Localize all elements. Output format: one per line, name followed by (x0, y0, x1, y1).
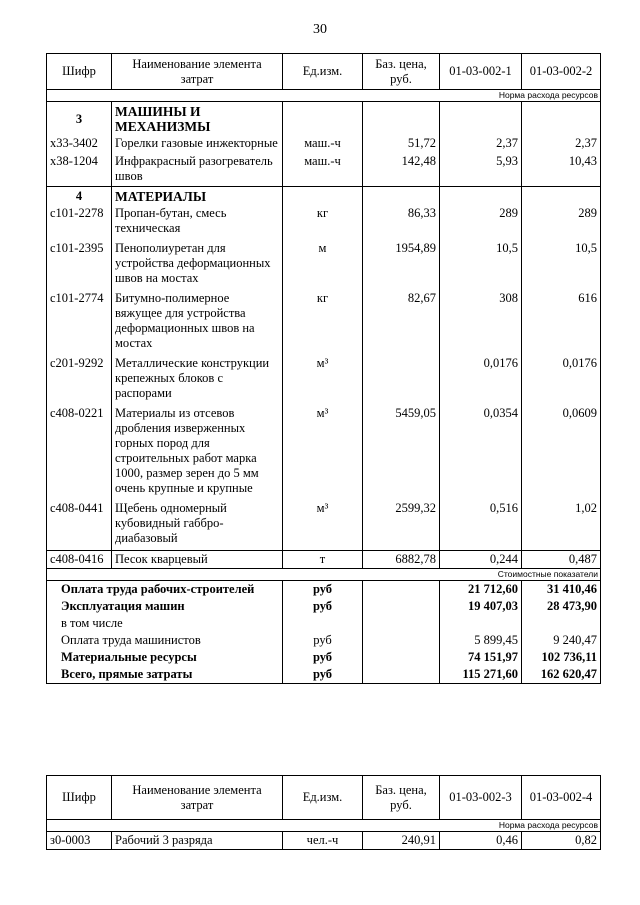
note-row (47, 820, 601, 832)
row-unit: маш.-ч (283, 135, 363, 153)
row-name: Щебень одномерный кубовидный габбро-диабазовый (112, 500, 283, 551)
header-col2: 01-03-002-4 (522, 776, 601, 820)
row-unit: т (283, 551, 363, 569)
row-value-col2: 0,0609 (522, 405, 601, 500)
row-code: х38-1204 (47, 153, 112, 187)
row-unit: м (283, 240, 363, 290)
row-value-col1: 10,5 (440, 240, 522, 290)
row-name: Инфракрасный разогреватель швов (112, 153, 283, 187)
row-value-col1: 5,93 (440, 153, 522, 187)
note-cost: Стоимостные показатели (47, 569, 601, 581)
summary-value-col1: 5 899,45 (440, 632, 522, 649)
summary-value-col2: 9 240,47 (522, 632, 601, 649)
row-code: с408-0441 (47, 500, 112, 551)
table-header-row (47, 776, 601, 820)
header-unit: Ед.изм. (283, 776, 363, 820)
row-name: Рабочий 3 разряда (112, 832, 283, 850)
row-name: Металлические конструкции крепежных блоков с распорами (112, 355, 283, 405)
row-price: 240,91 (363, 832, 440, 850)
header-name: Наименование элемента затрат (112, 776, 283, 820)
header-price: Баз. цена, руб. (363, 776, 440, 820)
note-resources: Норма расхода ресурсов (47, 90, 601, 102)
row-code: с408-0416 (47, 551, 112, 569)
summary-value-col1: 21 712,60 (440, 581, 522, 599)
summary-row (47, 615, 601, 632)
table-row (47, 135, 601, 153)
row-price (363, 355, 440, 405)
row-unit: маш.-ч (283, 153, 363, 187)
section-title: МАШИНЫ И МЕХАНИЗМЫ (112, 102, 283, 136)
row-code: с101-2395 (47, 240, 112, 290)
summary-label: Оплата труда машинистов (47, 632, 283, 649)
section-number: 4 (47, 187, 112, 206)
row-code: з0-0003 (47, 832, 112, 850)
row-price: 6882,78 (363, 551, 440, 569)
row-value-col2: 0,82 (522, 832, 601, 850)
row-price: 142,48 (363, 153, 440, 187)
row-price: 82,67 (363, 290, 440, 355)
row-name: Материалы из отсевов дробления изверженных горных пород для строительных работ марка 1000, размер зерен до 5 мм очень крупные и крупные (112, 405, 283, 500)
row-price: 2599,32 (363, 500, 440, 551)
resource-table-2 (46, 775, 601, 850)
summary-unit (283, 615, 363, 632)
row-price: 51,72 (363, 135, 440, 153)
row-code: с101-2774 (47, 290, 112, 355)
row-value-col2: 0,487 (522, 551, 601, 569)
section-title: МАТЕРИАЛЫ (112, 187, 283, 206)
summary-value-col1: 115 271,60 (440, 666, 522, 684)
section-row (47, 102, 601, 136)
summary-label: Эксплуатация машин (47, 598, 283, 615)
summary-value-col1: 19 407,03 (440, 598, 522, 615)
summary-label: в том числе (47, 615, 283, 632)
table-row (47, 405, 601, 500)
header-price: Баз. цена, руб. (363, 54, 440, 90)
summary-value-col2: 31 410,46 (522, 581, 601, 599)
row-unit: м³ (283, 355, 363, 405)
row-name: Песок кварцевый (112, 551, 283, 569)
summary-row (47, 666, 601, 684)
row-code: с201-9292 (47, 355, 112, 405)
resource-table-1 (46, 53, 601, 684)
row-value-col1: 0,244 (440, 551, 522, 569)
summary-row (47, 581, 601, 599)
row-value-col1: 0,516 (440, 500, 522, 551)
table-header-row (47, 54, 601, 90)
summary-value-col2: 162 620,47 (522, 666, 601, 684)
row-value-col1: 0,0176 (440, 355, 522, 405)
row-unit: кг (283, 205, 363, 240)
row-value-col1: 308 (440, 290, 522, 355)
summary-unit: руб (283, 598, 363, 615)
summary-unit: руб (283, 649, 363, 666)
table-row (47, 240, 601, 290)
row-value-col2: 0,0176 (522, 355, 601, 405)
row-value-col1: 2,37 (440, 135, 522, 153)
header-code: Шифр (47, 776, 112, 820)
header-col1: 01-03-002-1 (440, 54, 522, 90)
row-price: 1954,89 (363, 240, 440, 290)
header-name: Наименование элемента затрат (112, 54, 283, 90)
row-value-col2: 10,5 (522, 240, 601, 290)
row-unit: кг (283, 290, 363, 355)
summary-value-col1 (440, 615, 522, 632)
summary-unit: руб (283, 632, 363, 649)
row-price: 5459,05 (363, 405, 440, 500)
table-row (47, 153, 601, 187)
row-code: х33-3402 (47, 135, 112, 153)
row-code: с101-2278 (47, 205, 112, 240)
header-code: Шифр (47, 54, 112, 90)
row-value-col2: 289 (522, 205, 601, 240)
header-col2: 01-03-002-2 (522, 54, 601, 90)
table-row (47, 205, 601, 240)
row-name: Горелки газовые инжекторные (112, 135, 283, 153)
row-unit: м³ (283, 500, 363, 551)
row-name: Пропан-бутан, смесь техническая (112, 205, 283, 240)
summary-unit: руб (283, 581, 363, 599)
row-value-col1: 289 (440, 205, 522, 240)
row-value-col2: 1,02 (522, 500, 601, 551)
row-unit: м³ (283, 405, 363, 500)
summary-row (47, 649, 601, 666)
row-value-col1: 0,46 (440, 832, 522, 850)
section-row (47, 187, 601, 206)
row-name: Битумно-полимерное вяжущее для устройства деформационных швов на мостах (112, 290, 283, 355)
page-number: 30 (313, 22, 327, 37)
row-name: Пенополиуретан для устройства деформационных швов на мостах (112, 240, 283, 290)
note-row (47, 90, 601, 102)
row-unit: чел.-ч (283, 832, 363, 850)
note-row (47, 569, 601, 581)
row-value-col2: 10,43 (522, 153, 601, 187)
note-resources: Норма расхода ресурсов (47, 820, 601, 832)
summary-label: Всего, прямые затраты (47, 666, 283, 684)
summary-unit: руб (283, 666, 363, 684)
summary-value-col2 (522, 615, 601, 632)
row-price: 86,33 (363, 205, 440, 240)
row-value-col2: 616 (522, 290, 601, 355)
table-row (47, 832, 601, 850)
table-row (47, 551, 601, 569)
row-value-col2: 2,37 (522, 135, 601, 153)
row-code: с408-0221 (47, 405, 112, 500)
table-row (47, 355, 601, 405)
summary-value-col2: 28 473,90 (522, 598, 601, 615)
summary-label: Оплата труда рабочих-строителей (47, 581, 283, 599)
summary-row (47, 598, 601, 615)
header-col1: 01-03-002-3 (440, 776, 522, 820)
row-value-col1: 0,0354 (440, 405, 522, 500)
table-row (47, 500, 601, 551)
table-row (47, 290, 601, 355)
summary-row (47, 632, 601, 649)
summary-value-col1: 74 151,97 (440, 649, 522, 666)
section-number: 3 (47, 102, 112, 136)
summary-label: Материальные ресурсы (47, 649, 283, 666)
header-unit: Ед.изм. (283, 54, 363, 90)
summary-value-col2: 102 736,11 (522, 649, 601, 666)
